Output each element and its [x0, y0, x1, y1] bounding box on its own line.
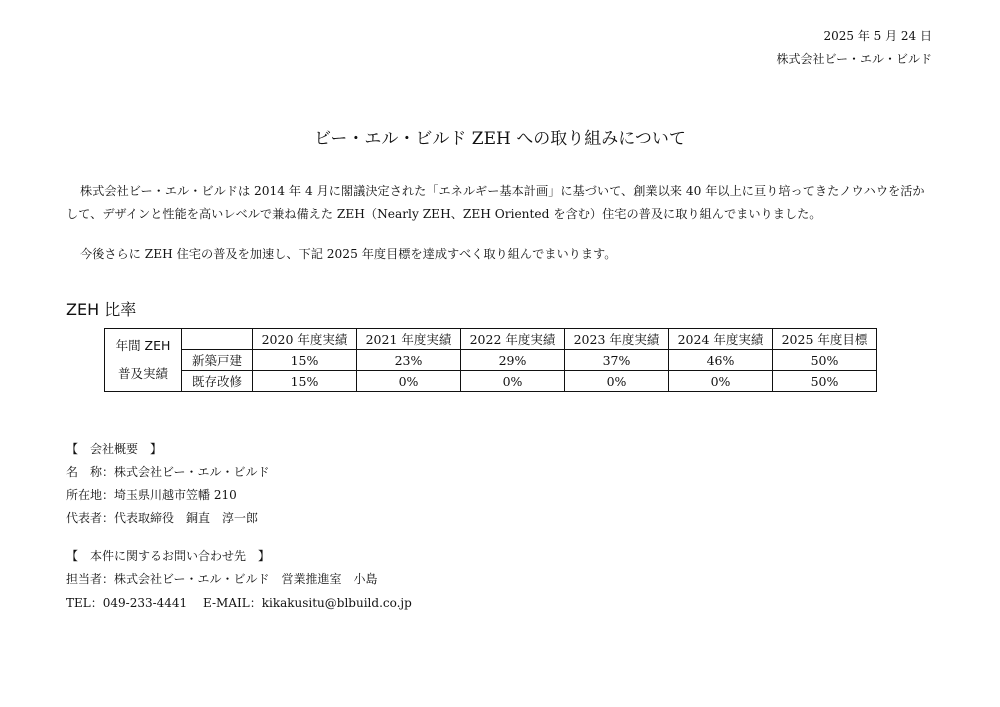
- table-cell: 0%: [461, 371, 565, 392]
- company-name-line: [66, 463, 270, 480]
- company-name-value: 株式会社ビー・エル・ビルド: [114, 465, 270, 479]
- intro-paragraph: 株式会社ビー・エル・ビルドは 2014 年 4 月に閣議決定された「エネルギー基本計画」に基づいて、創業以来 40 年以上に亘り培ってきたノウハウを活かして、デザインと性能を高いレベルで兼ね備えた ZEH（Nearly ZEH、ZEH Oriented を含む）住宅の普及に取り組んでまいりました。: [66, 184, 925, 221]
- representative-label: 代表者：: [66, 511, 115, 525]
- table-row: [105, 371, 877, 392]
- table-cell: 15%: [253, 371, 357, 392]
- table-cell: 0%: [357, 371, 461, 392]
- contact-heading: 【 本件に関するお問い合わせ先 】: [66, 549, 271, 563]
- column-header: 2021 年度実績: [357, 329, 461, 350]
- table-cell: 29%: [461, 350, 565, 371]
- company-address-line: [66, 486, 237, 503]
- column-header: 2025 年度目標: [773, 329, 877, 350]
- table-cell: 23%: [357, 350, 461, 371]
- table-cell: 0%: [565, 371, 669, 392]
- table-cell: 50%: [773, 350, 877, 371]
- section-title: ZEH 比率: [66, 300, 137, 319]
- goal-paragraph: 今後さらに ZEH 住宅の普及を加速し、下記 2025 年度目標を達成すべく取り組んでまいります。: [80, 247, 617, 261]
- table-row: [105, 350, 877, 371]
- contact-tel-email: TEL：049-233-4441 E-MAIL：kikakusitu@blbuild.co.jp: [66, 596, 412, 610]
- column-header: 2020 年度実績: [253, 329, 357, 350]
- company-info-heading: 【 会社概要 】: [66, 442, 163, 456]
- company-representative-line: [66, 509, 258, 526]
- table-cell: 50%: [773, 371, 877, 392]
- contact-person-value: 株式会社ビー・エル・ビルド 営業推進室 小島: [114, 572, 378, 586]
- row-header-line2: 普及実績: [117, 366, 168, 381]
- company-address-value: 埼玉県川越市笠幡 210: [114, 488, 237, 502]
- company-address-label: 所在地：: [66, 488, 115, 502]
- blank-header-cell: [182, 329, 253, 350]
- table-cell: 37%: [565, 350, 669, 371]
- column-header: 2022 年度実績: [461, 329, 565, 350]
- representative-value: 代表取締役 銅直 淳一郎: [114, 511, 259, 525]
- table-cell: 15%: [253, 350, 357, 371]
- row-label: 新築戸建: [182, 350, 253, 371]
- contact-person-label: 担当者：: [66, 572, 115, 586]
- company-name-label: 名 称：: [66, 465, 115, 479]
- table-header-row: [105, 329, 877, 350]
- row-label: 既存改修: [182, 371, 253, 392]
- row-header-cell: [105, 329, 182, 392]
- row-header-line1: 年間 ZEH: [115, 338, 171, 353]
- column-header: 2024 年度実績: [669, 329, 773, 350]
- document-title: ビー・エル・ビルド ZEH への取り組みについて: [314, 129, 686, 149]
- zeh-ratio-table: [104, 328, 877, 392]
- issuer-company: 株式会社ビー・エル・ビルド: [776, 52, 932, 66]
- table-cell: 0%: [669, 371, 773, 392]
- document-date: 2025 年 5 月 24 日: [823, 29, 932, 43]
- table-cell: 46%: [669, 350, 773, 371]
- contact-person-line: [66, 570, 378, 587]
- column-header: 2023 年度実績: [565, 329, 669, 350]
